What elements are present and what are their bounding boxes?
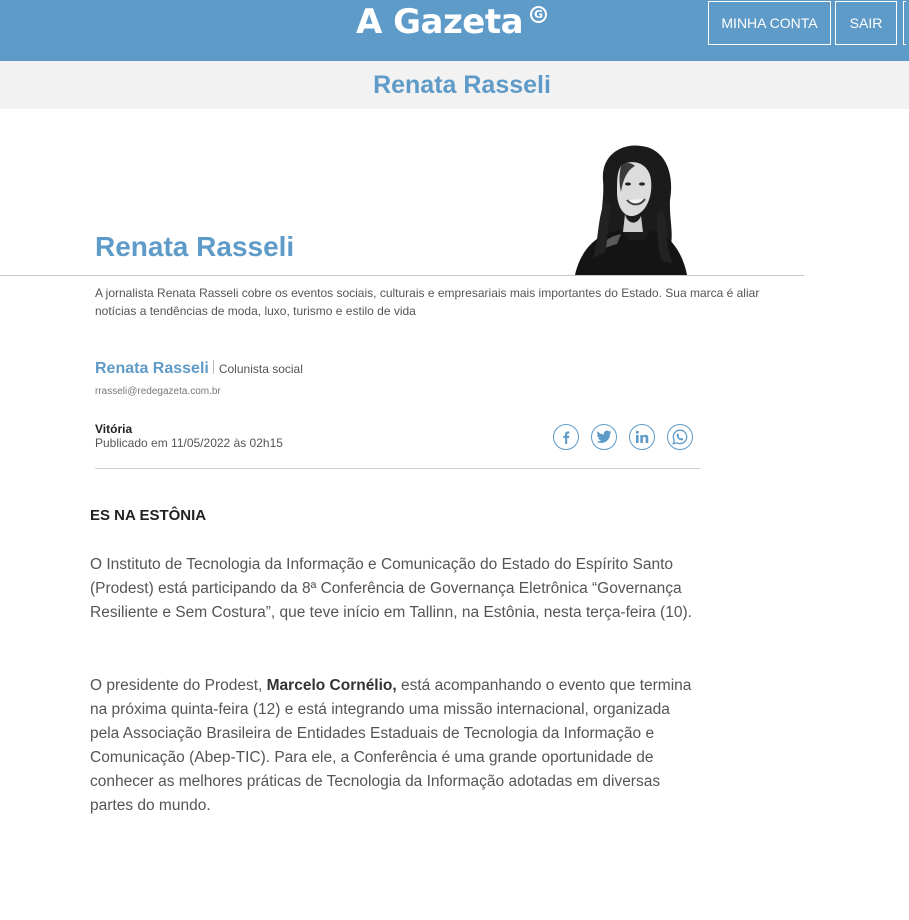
author-photo: [565, 140, 690, 275]
share-linkedin-button[interactable]: [629, 424, 655, 450]
column-title-bar: [0, 61, 909, 109]
byline-role: Colunista social: [218, 362, 303, 376]
article-city: Vitória: [95, 422, 133, 436]
top-bar: [0, 0, 909, 61]
logout-button[interactable]: SAIR: [835, 1, 897, 45]
byline: [95, 360, 303, 378]
divider: [0, 275, 804, 276]
author-name-heading: Renata Rasseli: [95, 231, 295, 262]
article-paragraph-1: O Instituto de Tecnologia da Informação e Comunicação do Estado do Espírito Santo (Prodest) está participando da 8ª Conferência de Governança Eletrônica “Governança Resiliente e Sem Costura”, que teve início em Tallinn, na Estônia, nesta terça-feira (10).: [90, 556, 692, 621]
menu-button-edge[interactable]: [903, 1, 906, 45]
my-account-button[interactable]: MINHA CONTA: [708, 1, 831, 45]
author-email[interactable]: rrasseli@redegazeta.com.br: [95, 386, 221, 397]
byline-separator: [213, 360, 214, 374]
article-paragraph-2: [90, 674, 700, 818]
paragraph-2-bold: Marcelo Cornélio,: [266, 677, 397, 694]
paragraph-2-lead: O presidente do Prodest,: [90, 677, 267, 694]
whatsapp-icon: [672, 429, 688, 445]
share-twitter-button[interactable]: [591, 424, 617, 450]
paragraph-2-rest: está acompanhando o evento que termina na próxima quinta-feira (12) e está integrando uma missão internacional, organizada pela Associação Brasileira de Entidades Estaduais de Tecnologia da Informação e Comunicação (Abep-TIC). Para ele, a Conferência é uma grande oportunidade de conhecer as melhores práticas de Tecnologia da Informação adotadas em diversas partes do mundo.: [90, 677, 692, 814]
share-whatsapp-button[interactable]: [667, 424, 693, 450]
meta-divider: [95, 468, 700, 469]
publish-date: Publicado em 11/05/2022 às 02h15: [95, 436, 283, 450]
twitter-icon: [596, 430, 612, 444]
site-logo[interactable]: A Gazeta: [356, 2, 524, 42]
share-facebook-button[interactable]: [553, 424, 579, 450]
linkedin-icon: [635, 430, 649, 444]
byline-author-link[interactable]: Renata Rasseli: [95, 360, 209, 377]
facebook-icon: [559, 430, 573, 444]
article-headline: ES NA ESTÔNIA: [90, 507, 207, 524]
logo-g-mark: G: [530, 6, 547, 23]
author-bio: A jornalista Renata Rasseli cobre os eventos sociais, culturais e empresariais mais importantes do Estado. Sua marca é aliar notícias a tendências de moda, luxo, turismo e estilo de vida: [95, 286, 760, 318]
column-title[interactable]: Renata Rasseli: [373, 71, 551, 99]
